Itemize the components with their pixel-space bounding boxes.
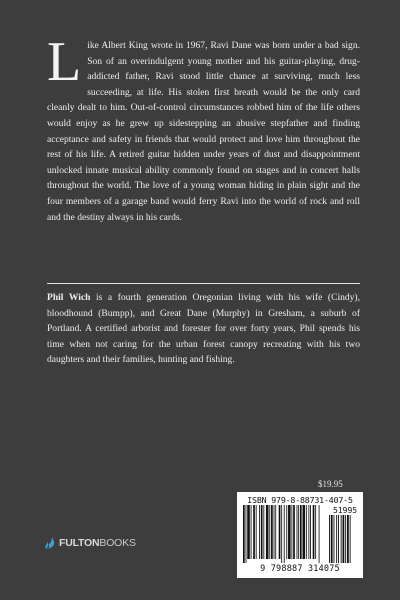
barcode-bar [303,505,306,559]
barcode-bar [256,505,257,559]
barcode-bar [246,505,247,563]
barcode-bar [251,505,252,559]
author-bio-text: is a fourth generation Oregonian living with his wife (Cindy), bloodhound (Bumpp), and Great Dane (Murphy) in Gresham, a suburb of Portland. A certified arborist and forester for over forty years, Phil spends his time when not caring for the urban forest canopy recreating with his two daughters and their families, hunting and fishing. [47,292,360,366]
barcode-bar [261,505,263,559]
barcode-bar [271,505,273,559]
author-bio [47,290,360,368]
barcode-bar [279,505,281,559]
barcode-bar [253,505,255,559]
publisher-name-light: BOOKS [99,537,136,549]
barcode-bar [281,505,282,563]
addon-bar [343,515,345,563]
barcode-bar [298,505,299,559]
barcode-bar [259,505,260,559]
price-label: $19.95 [318,479,343,489]
barcode-bar [243,505,245,563]
addon-digits: 51995 [333,506,358,515]
addon-bar [341,515,342,563]
drop-cap: L [47,31,82,93]
barcode-bar [275,505,276,559]
barcode-bars [241,505,359,563]
barcode-bar [310,505,311,559]
addon-bar [331,515,333,563]
addon-bar [329,515,330,563]
publisher-name [59,537,136,549]
isbn-barcode [237,492,363,578]
addon-bar [350,515,351,563]
barcode-bar [263,505,264,559]
barcode-bar [247,505,250,559]
addon-bar [347,515,349,563]
synopsis-text: ike Albert King wrote in 1967, Ravi Dane was born under a bad sign. Son of an overindulgent young mother and his guitar-playing, drug-addicted father, Ravi stood little chance at surviving, much less succeeding, at life. His stolen first breath would be the only card cleanly dealt to him. Out-of-control circumstances robbed him of the life others would enjoy as he grew up sidestepping an abusive stepfather and finding acceptance and safety in friends that would protect and love him throughout the rest of his life. A retired guitar hidden under years of dust and disappointment unlocked innate musical ability commonly found on stages and in concert halls throughout the world. The love of a young woman hiding in plain sight and the four members of a garage band would ferry Ravi into the world of rock and roll and the destiny always in his cards. [47,40,360,223]
barcode-bar [286,505,287,559]
barcode-bar [306,505,307,559]
ean-digits: 9 798887 314075 [260,564,340,574]
publisher-name-bold: FULTON [59,537,100,549]
barcode-bar [300,505,302,559]
publisher-logo [43,536,136,550]
section-divider [47,283,360,284]
barcode-bar [319,505,320,563]
barcode-bar [291,505,292,559]
addon-bar [338,515,339,563]
addon-bar [345,515,346,563]
barcode-bar [274,505,275,559]
barcode-bar [284,505,285,563]
isbn-number: ISBN 979-8-88731-407-5 [247,495,353,505]
barcode-bar [288,505,291,559]
publisher-flame-icon [43,536,57,550]
barcode-bar [313,505,315,559]
barcode-bar [293,505,295,559]
addon-bar [334,515,335,563]
barcode-bar [269,505,270,559]
addon-bar [336,515,337,563]
author-name: Phil Wich [47,292,91,303]
synopsis-paragraph [47,31,360,225]
barcode-bar [315,505,316,559]
barcode-bar [266,505,269,559]
barcode-bar [297,505,298,559]
barcode-bar [308,505,309,559]
